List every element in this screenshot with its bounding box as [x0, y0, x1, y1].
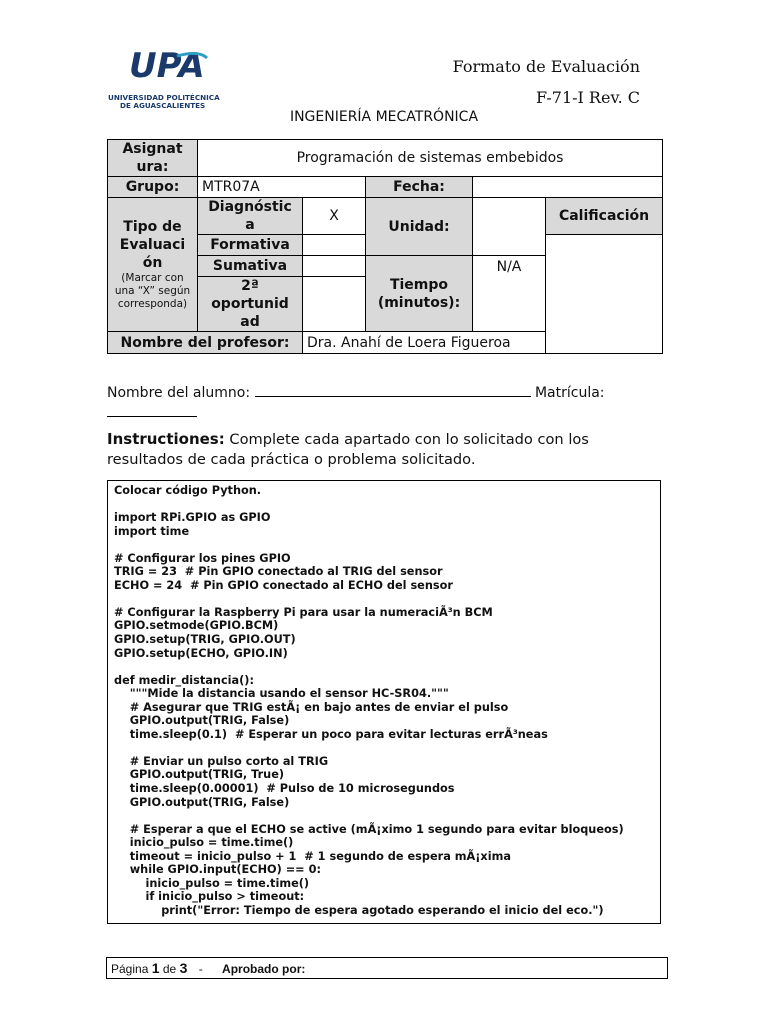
de-label: de	[162, 962, 177, 976]
career-title: INGENIERÍA MECATRÓNICA	[289, 109, 479, 125]
unidad-value[interactable]	[473, 198, 546, 256]
fecha-value[interactable]	[473, 177, 663, 198]
tiempo-label: Tiempo (minutos):	[366, 256, 473, 332]
nombre-alumno-field[interactable]	[255, 384, 531, 397]
calificacion-value[interactable]	[546, 235, 663, 354]
oportunidad-mark[interactable]	[303, 277, 366, 332]
upa-logo	[107, 44, 232, 112]
sumativa-label: Sumativa	[198, 256, 303, 277]
instructions	[107, 429, 667, 470]
formativa-label: Formativa	[198, 235, 303, 256]
upa-logo-graphic	[107, 44, 232, 112]
page-total: 3	[179, 960, 188, 976]
diagnostica-label: Diagnóstic a	[198, 198, 303, 235]
fecha-label: Fecha:	[366, 177, 473, 198]
matricula-field[interactable]	[107, 404, 197, 417]
page-footer	[106, 957, 668, 979]
student-line	[107, 383, 667, 423]
profesor-label: Nombre del profesor:	[108, 332, 303, 354]
profesor-value[interactable]: Dra. Anahí de Loera Figueroa	[303, 332, 546, 354]
tipo-evaluacion-title: Tipo de Evaluaci ón	[119, 219, 186, 271]
grupo-value[interactable]: MTR07A	[198, 177, 366, 198]
page-number: 1	[151, 960, 160, 976]
asignatura-value[interactable]: Programación de sistemas embebidos	[198, 140, 663, 177]
tipo-evaluacion-note: (Marcar con una “X” según corresponda)	[114, 272, 191, 310]
grupo-label: Grupo:	[108, 177, 198, 198]
instructions-text: Complete cada apartado con lo solicitado con los resultados de cada práctica o problema solicitado.	[107, 431, 589, 468]
aprobado-label: Aprobado por:	[222, 962, 306, 976]
calificacion-label: Calificación	[546, 198, 663, 235]
python-code: Colocar código Python. import RPi.GPIO as GPIO import time # Configurar los pines GPIO TRIG = 23 # Pin GPIO conectado al TRIG del sensor ECHO = 24 # Pin GPIO conectado al ECHO del sensor # Configurar la Raspberry Pi para usar la numeraciÃ³n BCM GPIO.setmode(GPIO.BCM) GPIO.setup(TRIG, GPIO.OUT) GPIO.setup(ECHO, GPIO.IN) def medir_distancia(): """Mide la distancia usando el sensor HC-SR04.""" # Asegurar que TRIG estÃ¡ en bajo antes de enviar el pulso GPIO.output(TRIG, False) time.sleep(0.1) # Esperar un poco para evitar lecturas errÃ³neas # Enviar un pulso corto al TRIG GPIO.output(TRIG, True) time.sleep(0.00001) # Pulso de 10 microsegundos GPIO.output(TRIG, False) # Esperar a que el ECHO se active (mÃ¡ximo 1 segundo para evitar bloqueos) inicio_pulso = time.time() timeout = inicio_pulso + 1 # 1 segundo de espera mÃ¡xima while GPIO.input(ECHO) == 0: inicio_pulso = time.time() if inicio_pulso > timeout: print("Error: Tiempo de espera agotado esperando el inicio del eco.")	[114, 484, 624, 917]
sumativa-mark[interactable]	[303, 256, 366, 277]
formativa-mark[interactable]	[303, 235, 366, 256]
form-title: Formato de Evaluación	[452, 57, 640, 76]
evaluation-table	[107, 139, 663, 354]
logo-text: UPA	[129, 46, 205, 86]
tipo-evaluacion-label	[108, 198, 198, 332]
footer-dash: -	[198, 962, 203, 976]
asignatura-label: Asignat ura:	[108, 140, 198, 177]
matricula-label: Matrícula:	[534, 385, 605, 401]
form-code: F-71-I Rev. C	[535, 88, 640, 107]
nombre-alumno-label: Nombre del alumno:	[107, 385, 251, 401]
diagnostica-mark[interactable]: X	[303, 198, 366, 235]
unidad-label: Unidad:	[366, 198, 473, 256]
oportunidad-label: 2ª oportunid ad	[198, 277, 303, 332]
instructions-label: Instructiones:	[107, 430, 225, 448]
pagina-label: Página	[111, 962, 149, 976]
tiempo-value[interactable]: N/A	[473, 256, 546, 332]
code-box	[107, 480, 661, 924]
logo-line2: DE AGUASCALIENTES	[120, 101, 206, 110]
logo-line1: UNIVERSIDAD POLITÉCNICA	[108, 93, 220, 102]
